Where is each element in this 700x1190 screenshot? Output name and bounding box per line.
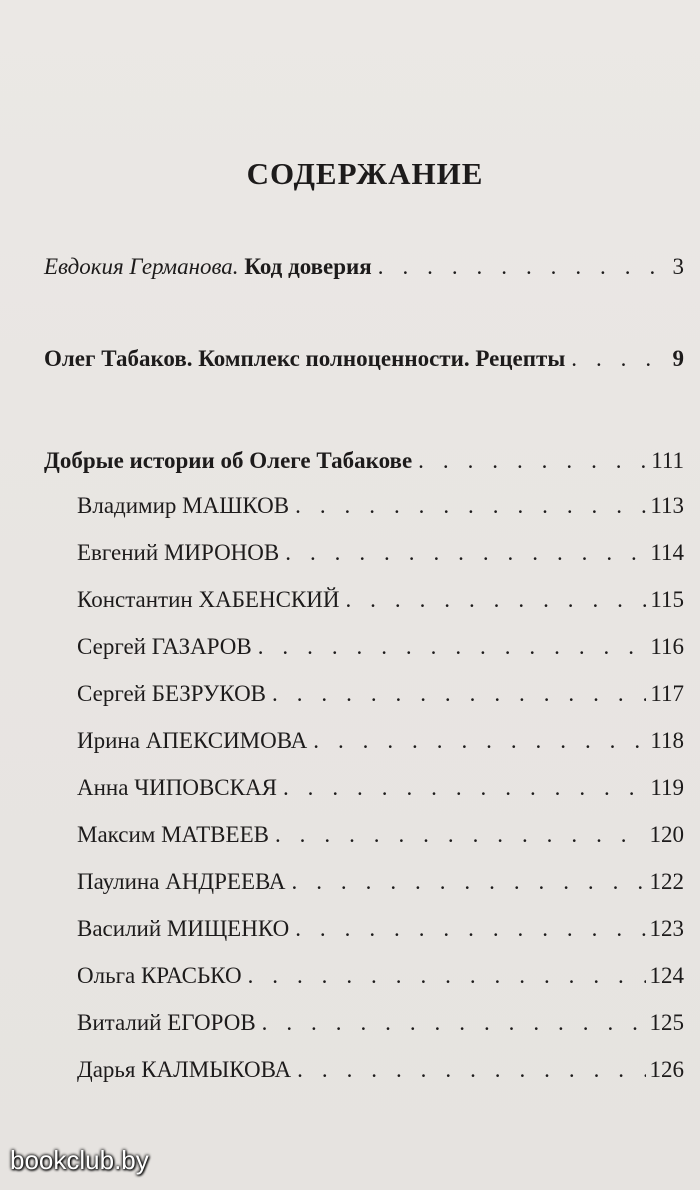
dot-leader: [313, 726, 646, 756]
toc-entry-title: Код доверия: [244, 254, 372, 279]
dot-leader: [258, 632, 647, 662]
toc-subentry: [77, 585, 684, 615]
toc-page-number: 118: [650, 728, 684, 753]
toc-subentry-name: [77, 726, 307, 756]
first-name: Ольга: [77, 963, 136, 988]
toc-subentry-name: [77, 773, 277, 803]
toc-page-number: 123: [649, 916, 684, 941]
toc-page-number: 124: [649, 963, 684, 988]
last-name: КРАСЬКО: [140, 963, 242, 988]
first-name: Максим: [77, 822, 156, 847]
dot-leader: [378, 252, 669, 282]
first-name: Евгений: [77, 540, 159, 565]
toc-subentry: [77, 961, 684, 991]
toc-subentry: [77, 867, 684, 897]
toc-entry-label: [44, 252, 372, 282]
toc-subentry: [77, 538, 684, 568]
toc-page-number: 111: [651, 448, 684, 473]
dot-leader: [418, 446, 647, 476]
last-name: МАШКОВ: [182, 493, 290, 518]
first-name: Сергей: [77, 634, 146, 659]
toc-page-number: 113: [650, 493, 684, 518]
toc-subentry-name: [77, 961, 242, 991]
toc-subentry-name: [77, 585, 339, 615]
first-name: Константин: [77, 587, 193, 612]
last-name: МИЩЕНКО: [166, 916, 290, 941]
toc-page-number: 119: [650, 775, 684, 800]
last-name: ГАЗАРОВ: [151, 634, 252, 659]
toc-subentry-name: [77, 491, 289, 521]
dot-leader: [272, 679, 646, 709]
toc-subentry-name: [77, 679, 266, 709]
last-name: КАЛМЫКОВА: [141, 1057, 292, 1082]
toc-page-number: 117: [650, 681, 684, 706]
toc-entry-title: Добрые истории об Олеге Табакове: [44, 448, 413, 473]
toc-page-number: 125: [649, 1010, 684, 1035]
toc-page-number: 9: [672, 346, 684, 371]
toc-subentry-name: [77, 914, 289, 944]
dot-leader: [283, 773, 646, 803]
toc-subentry: [77, 632, 684, 662]
site-watermark: bookclub.by: [10, 1145, 149, 1175]
first-name: Ирина: [77, 728, 140, 753]
dot-leader: [345, 585, 646, 615]
dot-leader: [295, 914, 645, 944]
toc-subentry-name: [77, 632, 252, 662]
first-name: Дарья: [77, 1057, 136, 1082]
toc-page-number: 116: [650, 634, 684, 659]
toc-page-number: 120: [649, 822, 684, 847]
toc-subentry: [77, 679, 684, 709]
toc-subentry-name: [77, 1008, 256, 1038]
last-name: МАТВЕЕВ: [161, 822, 269, 847]
toc-page-number: 126: [649, 1057, 684, 1082]
toc-subentry-name: [77, 820, 269, 850]
toc-subentry-name: [77, 538, 279, 568]
first-name: Владимир: [77, 493, 177, 518]
toc-entry-title: Олег Табаков. Комплекс полноценности. Рецепты: [44, 346, 566, 371]
first-name: Паулина: [77, 869, 160, 894]
toc-subentry: [77, 820, 684, 850]
last-name: АНДРЕЕВА: [165, 869, 286, 894]
toc-subentry-name: [77, 867, 286, 897]
first-name: Анна: [77, 775, 129, 800]
dot-leader: [295, 491, 646, 521]
last-name: ХАБЕНСКИЙ: [198, 587, 340, 612]
page-title: СОДЕРЖАНИЕ: [246, 156, 484, 191]
dot-leader: [285, 538, 646, 568]
toc-subentry: [77, 491, 684, 521]
toc-entry-author: Евдокия Германова.: [44, 254, 239, 279]
toc-entry-germanova: [44, 252, 684, 282]
dot-leader: [571, 344, 668, 374]
toc-page-number: 3: [672, 254, 684, 279]
last-name: ЕГОРОВ: [167, 1010, 256, 1035]
toc-subentry: [77, 1055, 684, 1085]
toc-page-number: 114: [650, 540, 684, 565]
toc-subentry: [77, 914, 684, 944]
dot-leader: [248, 961, 646, 991]
toc-entry-tabakov: [44, 344, 684, 374]
dot-leader: [262, 1008, 646, 1038]
dot-leader: [297, 1055, 645, 1085]
toc-subentry: [77, 726, 684, 756]
toc-subentry: [77, 773, 684, 803]
toc-subentry-name: [77, 1055, 291, 1085]
toc-subentry: [77, 1008, 684, 1038]
toc-page-number: 122: [649, 869, 684, 894]
last-name: МИРОНОВ: [163, 540, 280, 565]
last-name: АПЕКСИМОВА: [145, 728, 308, 753]
first-name: Василий: [77, 916, 162, 941]
last-name: ЧИПОВСКАЯ: [134, 775, 277, 800]
toc-entry-stories: [44, 446, 684, 476]
toc-page-number: 115: [650, 587, 684, 612]
first-name: Сергей: [77, 681, 146, 706]
first-name: Виталий: [77, 1010, 162, 1035]
last-name: БЕЗРУКОВ: [151, 681, 267, 706]
dot-leader: [275, 820, 646, 850]
dot-leader: [292, 867, 646, 897]
